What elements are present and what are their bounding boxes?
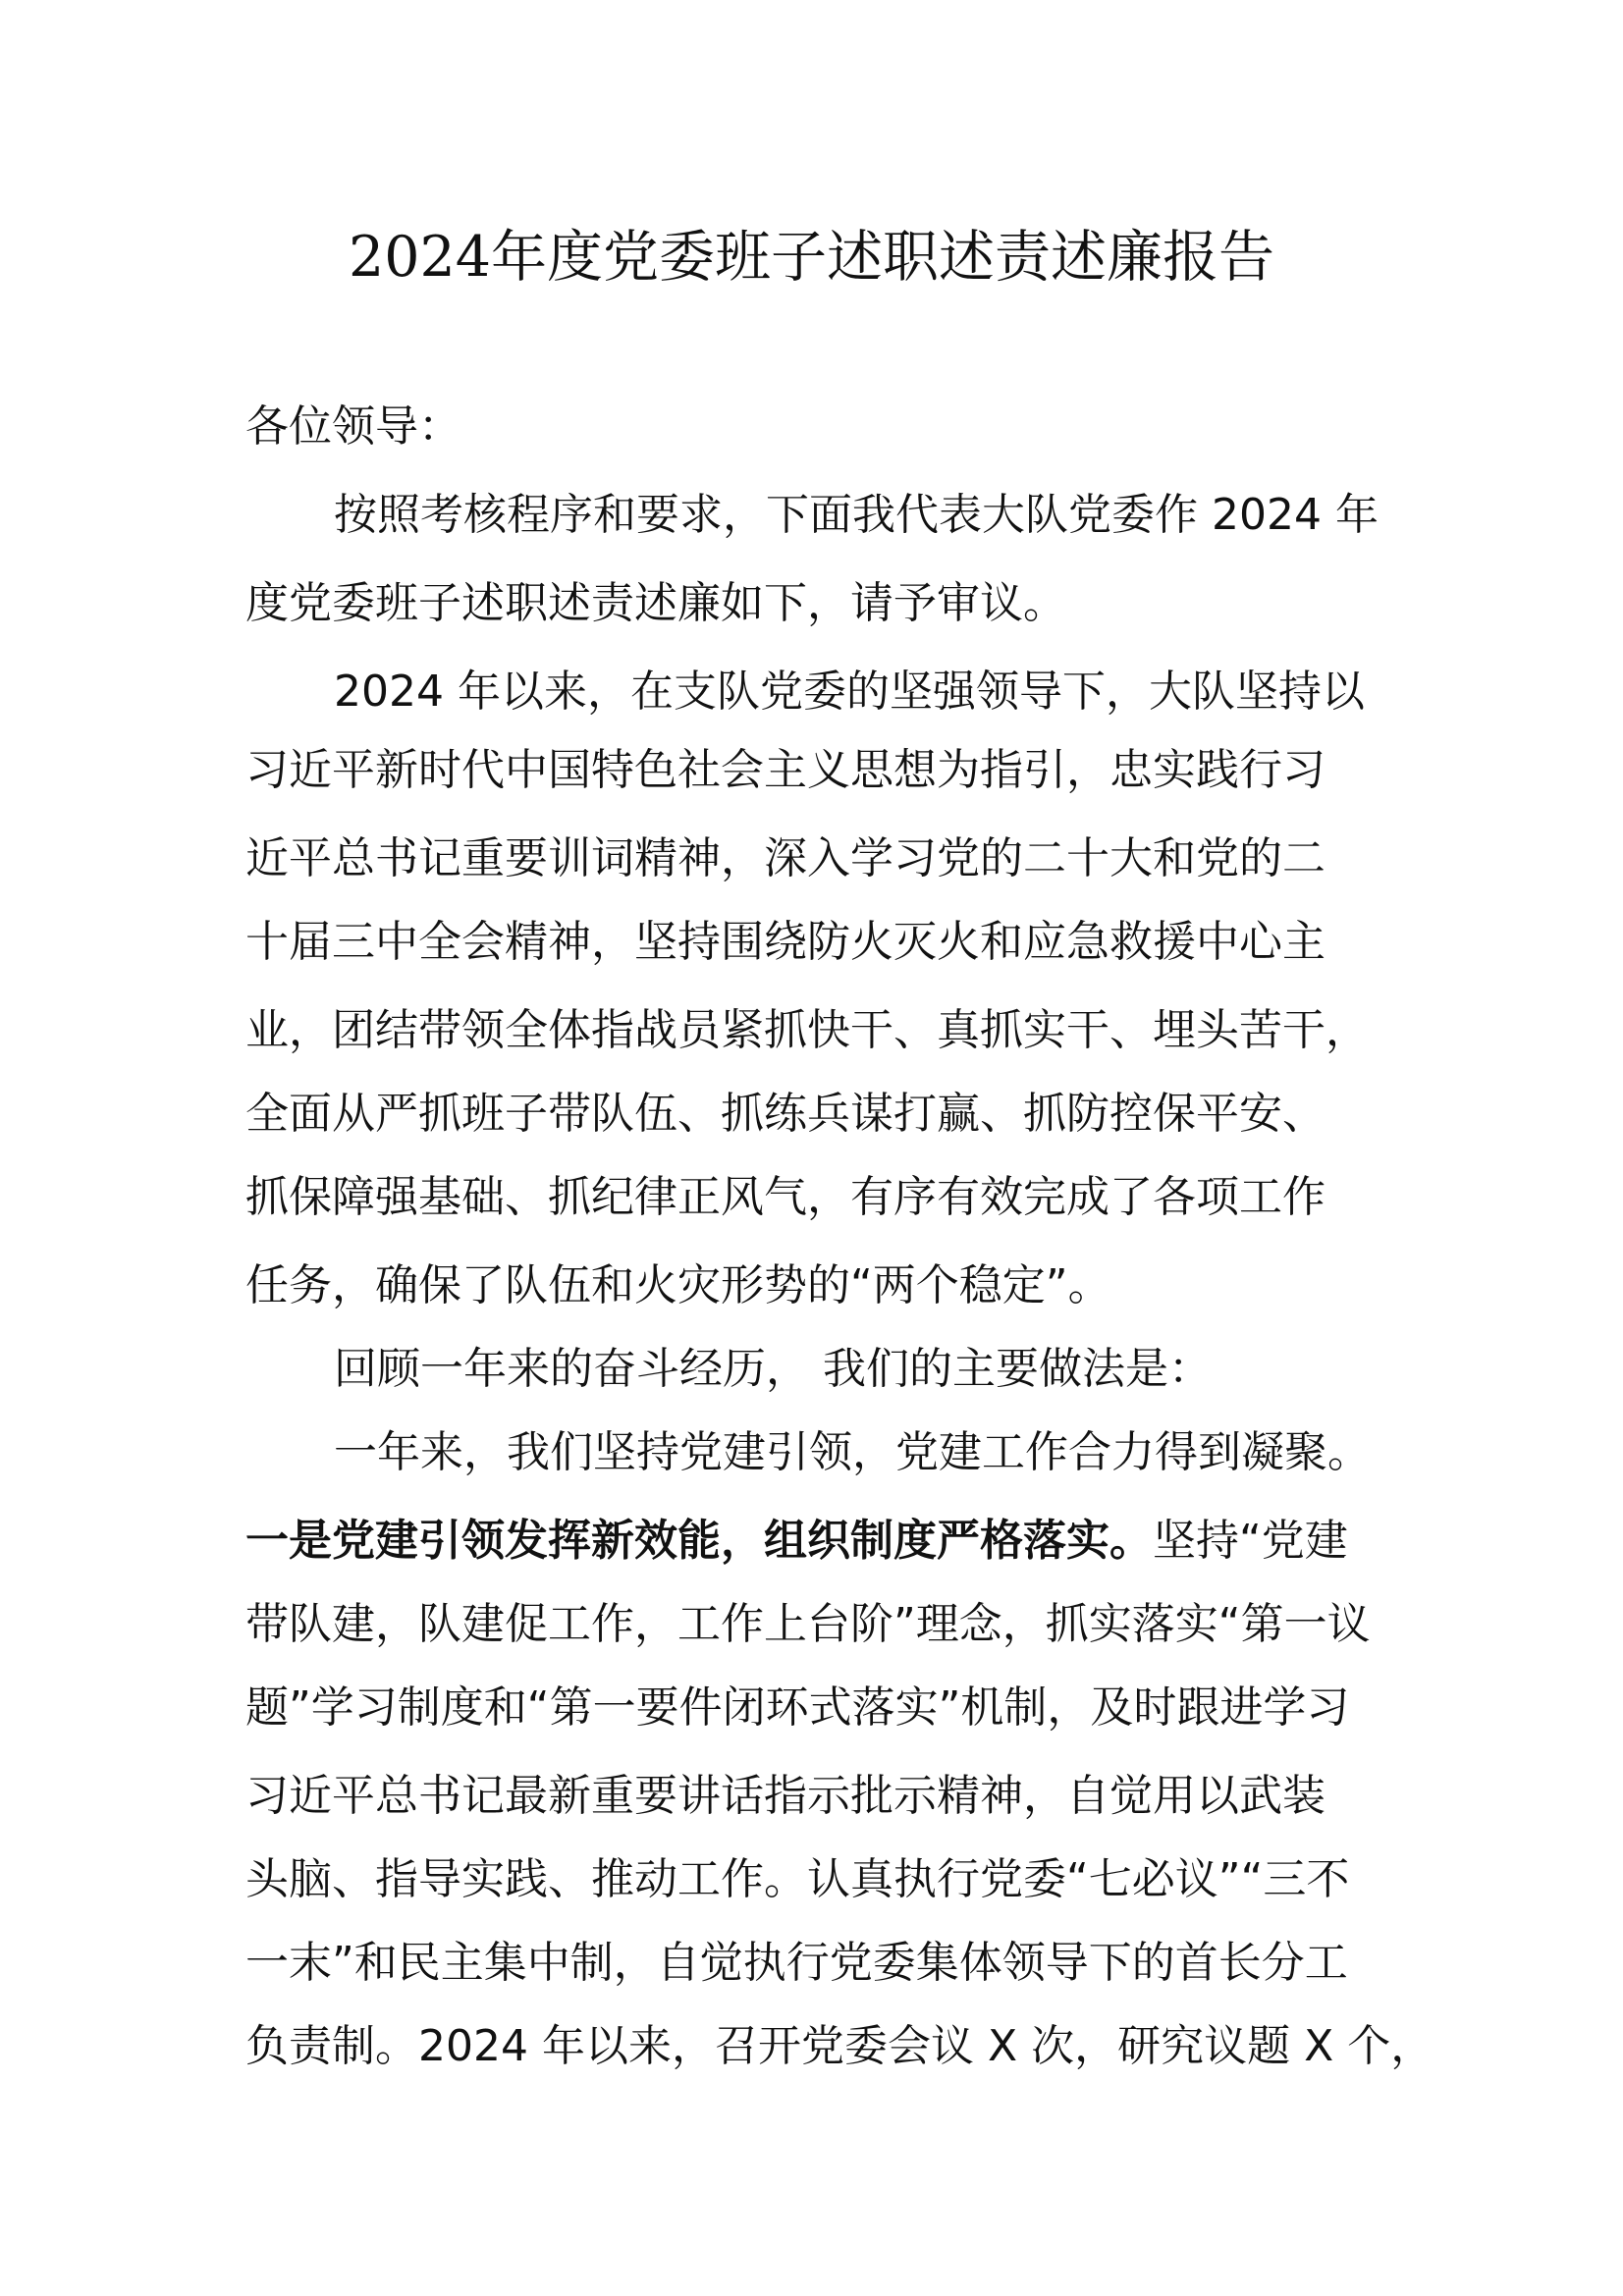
paragraph-line: 按照考核程序和要求，下面我代表大队党委作 2024 年 <box>334 490 1379 540</box>
paragraph-line: 负责制。2024 年以来，召开党委会议 X 次，研究议题 X 个， <box>245 2021 1434 2071</box>
paragraph-line: 十届三中全会精神，坚持围绕防火灭火和应急救援中心主 <box>245 917 1325 967</box>
paragraph-line: 2024 年以来，在支队党委的坚强领导下，大队坚持以 <box>334 667 1365 717</box>
paragraph-line: 回顾一年来的奋斗经历， 我们的主要做法是： <box>334 1344 1212 1394</box>
paragraph-line: 近平总书记重要训词精神，深入学习党的二十大和党的二 <box>245 833 1325 883</box>
paragraph-line: 度党委班子述职述责述廉如下，请予审议。 <box>245 578 1066 628</box>
paragraph-line: 带队建，队建促工作，工作上台阶”理念，抓实落实“第一议 <box>245 1599 1371 1649</box>
paragraph-line: 一年来，我们坚持党建引领，党建工作合力得到凝聚。 <box>334 1427 1371 1477</box>
paragraph-line: 业，团结带领全体指战员紧抓快干、真抓实干、埋头苦干， <box>245 1005 1369 1055</box>
paragraph-line: 习近平新时代中国特色社会主义思想为指引，忠实践行习 <box>245 745 1325 795</box>
salutation: 各位领导： <box>245 401 461 452</box>
paragraph-line: 头脑、指导实践、推动工作。认真执行党委“七必议”“三不 <box>245 1854 1350 1904</box>
paragraph-line: 任务，确保了队伍和火灾形势的“两个稳定”。 <box>245 1260 1111 1310</box>
paragraph-line: 一末”和民主集中制，自觉执行党委集体领导下的首长分工 <box>245 1938 1348 1988</box>
document-title: 2024年度党委班子述职述责述廉报告 <box>348 225 1275 290</box>
paragraph-line: 习近平总书记最新重要讲话指示批示精神，自觉用以武装 <box>245 1771 1325 1821</box>
heading-tail: 坚持“党建 <box>1153 1516 1348 1566</box>
paragraph-line: 全面从严抓班子带队伍、抓练兵谋打赢、抓防控保平安、 <box>245 1089 1325 1139</box>
section-heading-line <box>245 1497 1348 1585</box>
paragraph-line: 抓保障强基础、抓纪律正风气，有序有效完成了各项工作 <box>245 1172 1325 1222</box>
paragraph-line: 题”学习制度和“第一要件闭环式落实”机制，及时跟进学习 <box>245 1682 1350 1733</box>
bold-heading: 一是党建引领发挥新效能，组织制度严格落实。 <box>245 1516 1153 1566</box>
